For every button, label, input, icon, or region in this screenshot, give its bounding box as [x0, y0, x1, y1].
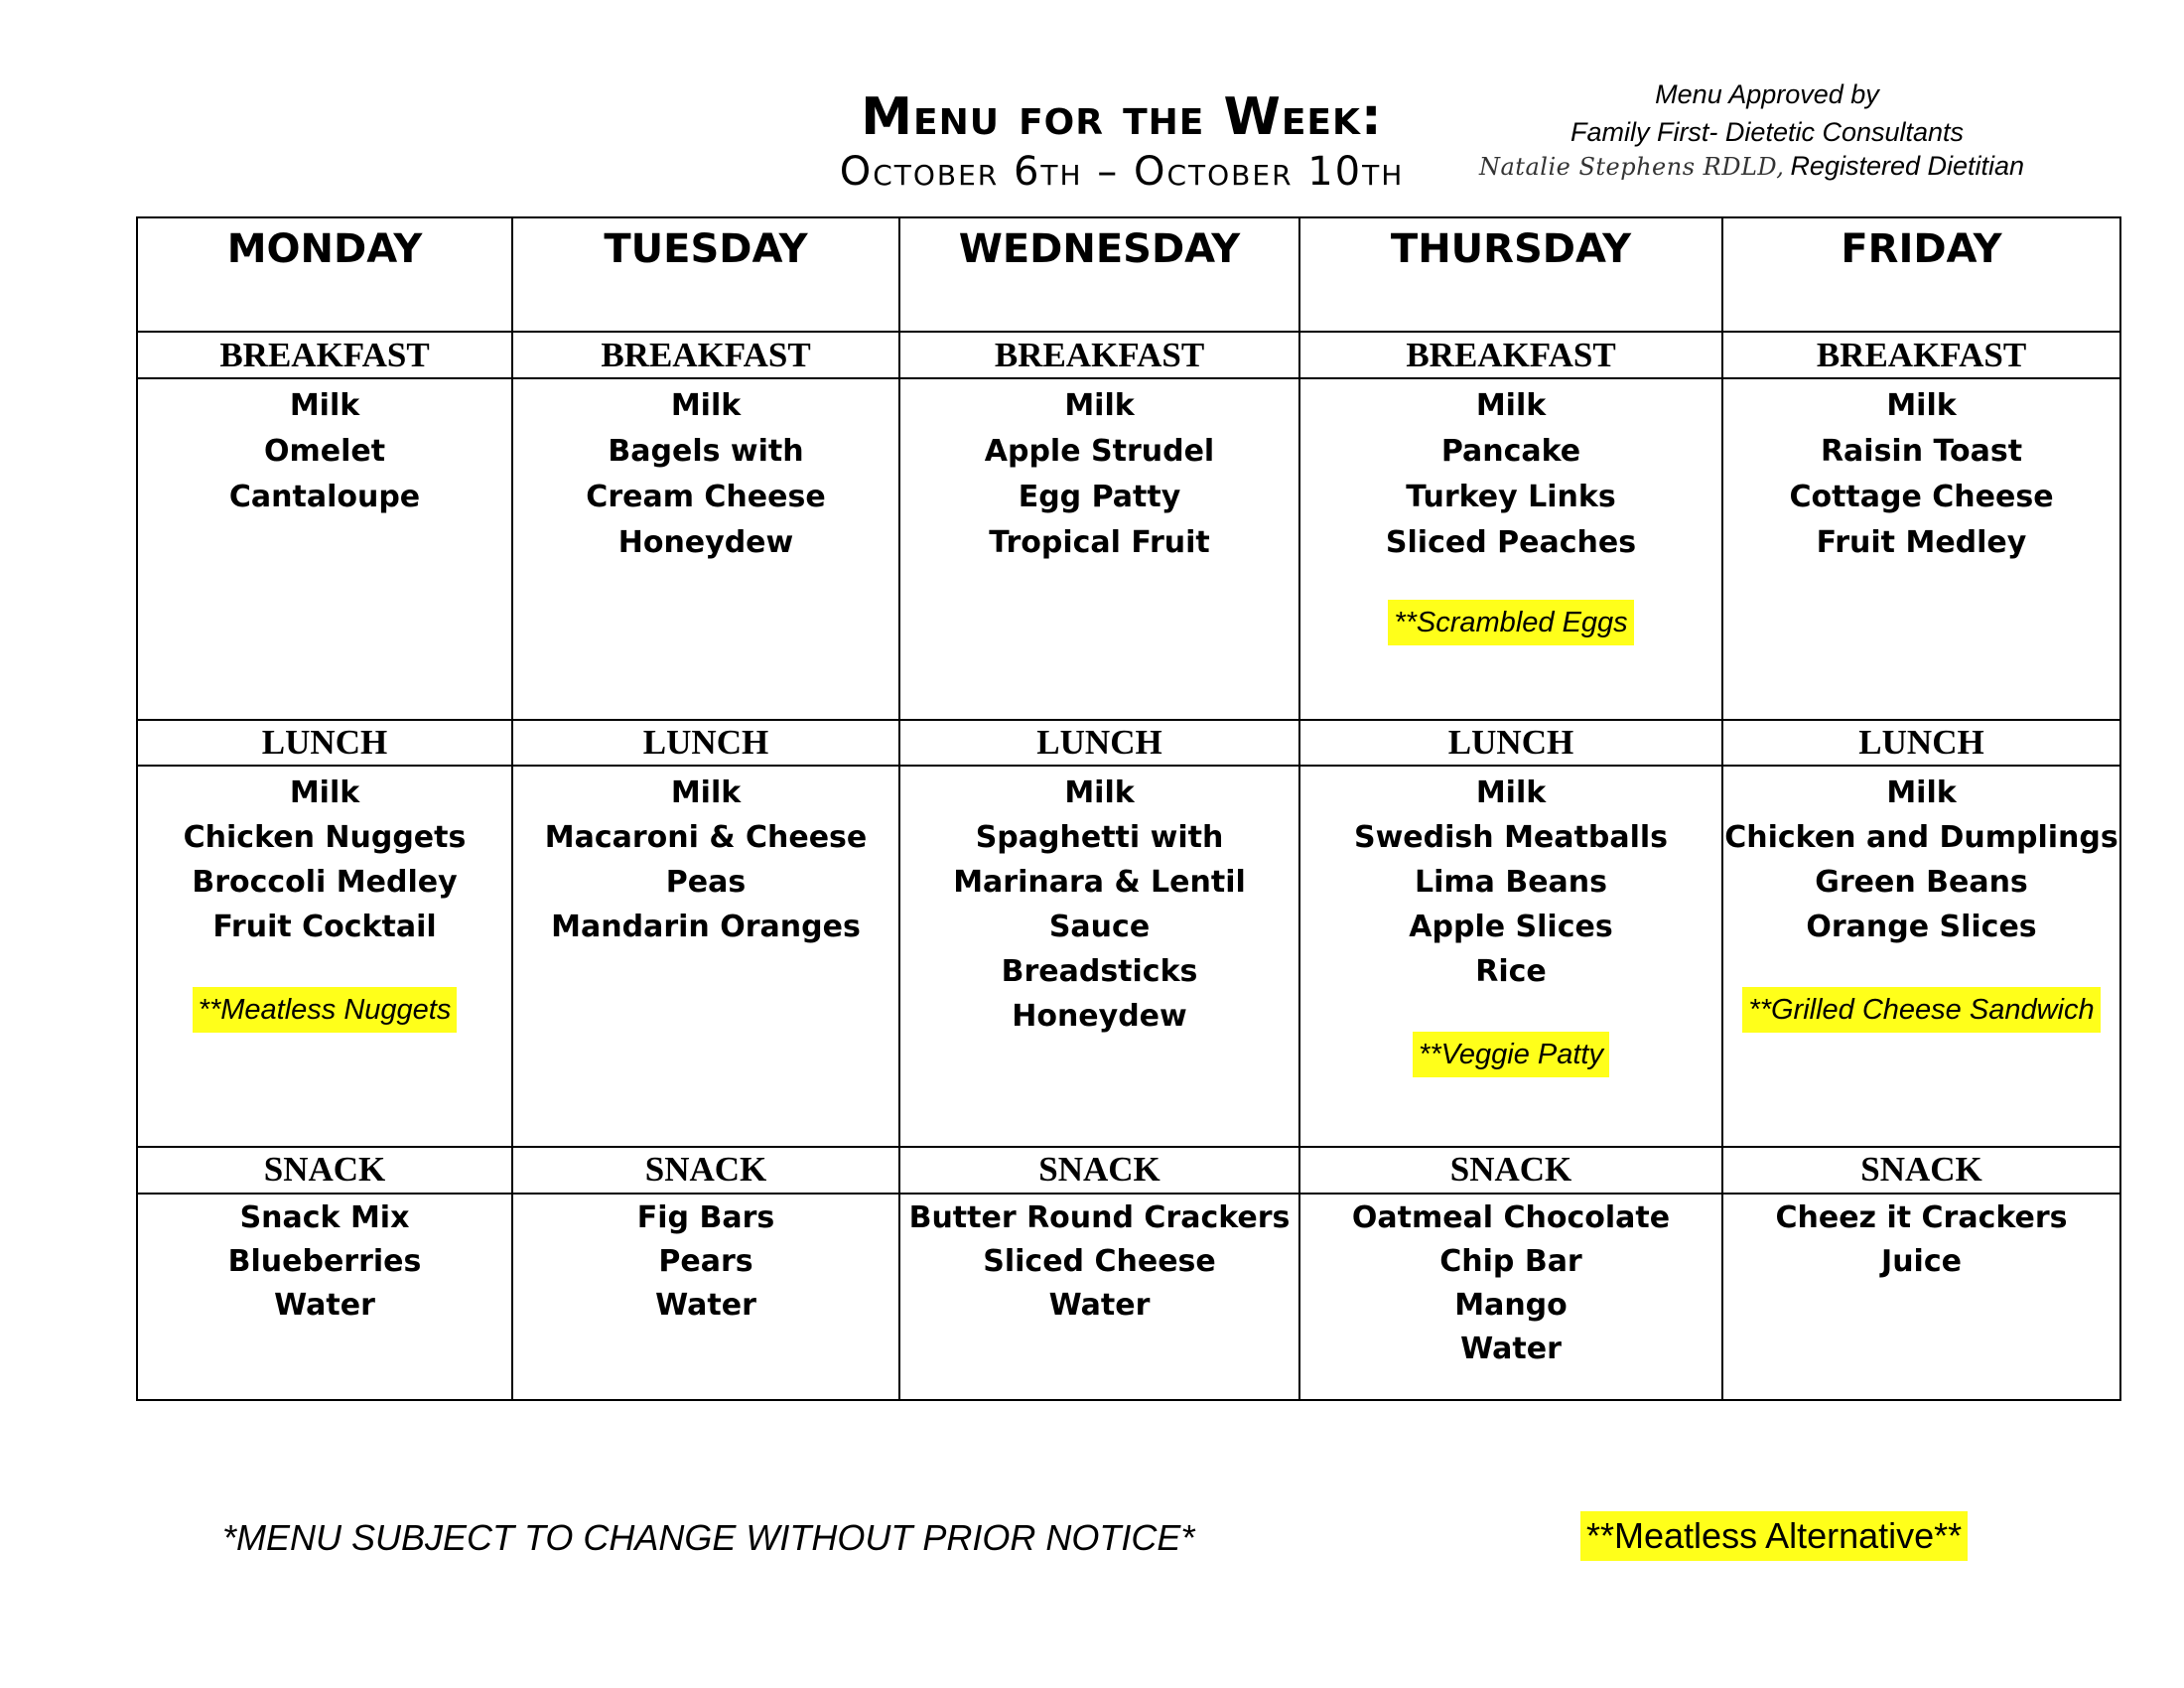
menu-item: Tropical Fruit [989, 524, 1210, 560]
snack-cell [1722, 1194, 2120, 1400]
snack-cell [899, 1194, 1299, 1400]
menu-item: Honeydew [1012, 999, 1187, 1034]
menu-item: Pears [658, 1243, 753, 1279]
menu-item: Pancake [1440, 433, 1581, 469]
snack-row [137, 1194, 2120, 1400]
menu-item: Cottage Cheese [1789, 479, 2054, 514]
menu-item: Broccoli Medley [192, 865, 458, 900]
menu-item: Milk [1064, 775, 1135, 810]
meatless-alternative: **Grilled Cheese Sandwich [1742, 987, 2100, 1033]
snack-label-row [137, 1147, 2120, 1194]
breakfast-label-row [137, 332, 2120, 378]
meal-label: BREAKFAST [1722, 332, 2120, 378]
menu-item: Fig Bars [636, 1199, 775, 1235]
menu-item: Blueberries [227, 1243, 422, 1279]
menu-items [1300, 767, 1721, 994]
menu-item: Milk [1475, 775, 1547, 810]
menu-item: Mandarin Oranges [551, 910, 861, 944]
menu-items [1300, 379, 1721, 566]
menu-items [513, 1195, 898, 1328]
meal-label: BREAKFAST [137, 332, 512, 378]
menu-item: Juice [1881, 1243, 1962, 1279]
menu-item: Raisin Toast [1820, 433, 2023, 469]
menu-item: Oatmeal Chocolate [1351, 1199, 1671, 1235]
breakfast-cell [512, 378, 899, 720]
meal-label: BREAKFAST [899, 332, 1299, 378]
menu-item: Fruit Medley [1816, 524, 2027, 560]
menu-item: Chicken Nuggets [183, 820, 467, 855]
menu-item: Fruit Cocktail [212, 910, 437, 944]
meal-label: SNACK [899, 1147, 1299, 1194]
meal-label: SNACK [512, 1147, 899, 1194]
snack-cell [1299, 1194, 1722, 1400]
menu-items [513, 767, 898, 949]
menu-item: Chicken and Dumplings [1724, 820, 2118, 855]
breakfast-cell [899, 378, 1299, 720]
menu-item: Water [274, 1287, 375, 1323]
menu-item: Milk [289, 775, 360, 810]
menu-items [1723, 1195, 2119, 1284]
menu-item: Snack Mix [239, 1199, 410, 1235]
menu-item: Mango [1454, 1287, 1568, 1323]
menu-item: Turkey Links [1406, 479, 1616, 514]
menu-item: Breadsticks [1001, 954, 1198, 989]
menu-item: Butter Round Crackers [908, 1199, 1291, 1235]
meal-label: SNACK [137, 1147, 512, 1194]
menu-items [900, 379, 1298, 566]
lunch-cell [1299, 766, 1722, 1147]
snack-cell [512, 1194, 899, 1400]
menu-items [1300, 1195, 1721, 1371]
menu-item: Cheez it Crackers [1775, 1199, 2068, 1235]
menu-items [900, 767, 1298, 1039]
lunch-cell [1722, 766, 2120, 1147]
approval-block [1469, 75, 2065, 151]
meal-label: SNACK [1299, 1147, 1722, 1194]
snack-cell [137, 1194, 512, 1400]
menu-item: Macaroni & Cheese [544, 820, 868, 855]
day-header: FRIDAY [1722, 217, 2120, 332]
meatless-alternative: **Meatless Nuggets [193, 987, 458, 1033]
menu-item: Milk [1886, 387, 1957, 423]
menu-item: Apple Slices [1409, 910, 1613, 944]
menu-item: Water [1048, 1287, 1151, 1323]
meal-label: LUNCH [1722, 720, 2120, 767]
menu-items [138, 767, 511, 949]
menu-item: Spaghetti with [975, 820, 1224, 855]
lunch-cell [137, 766, 512, 1147]
breakfast-cell [1299, 378, 1722, 720]
breakfast-cell [1722, 378, 2120, 720]
menu-items [138, 1195, 511, 1328]
menu-item: Bagels with [608, 433, 804, 469]
menu-item: Lima Beans [1414, 865, 1608, 900]
menu-items [138, 379, 511, 520]
menu-item: Omelet [263, 433, 386, 469]
weekly-menu-table [136, 216, 2121, 1401]
menu-item: Sauce [1048, 910, 1151, 944]
menu-item: Rice [1475, 954, 1547, 989]
day-header-row [137, 217, 2120, 332]
meatless-legend: **Meatless Alternative** [1580, 1511, 1968, 1561]
page-title: Menu for the Week: [861, 87, 1383, 147]
dietitian-role: Registered Dietitian [1790, 151, 2025, 181]
dietitian-signature: Natalie Stephens RDLD, [1479, 153, 1785, 181]
menu-item: Milk [1886, 775, 1957, 810]
date-range: October 6th – October 10th [839, 149, 1405, 195]
menu-item: Chip Bar [1439, 1243, 1582, 1279]
menu-item: Swedish Meatballs [1353, 820, 1668, 855]
menu-item: Milk [1064, 387, 1135, 423]
meatless-alternative: **Veggie Patty [1413, 1032, 1609, 1077]
day-header: THURSDAY [1299, 217, 1722, 332]
change-notice: *MENU SUBJECT TO CHANGE WITHOUT PRIOR NOTICE* [222, 1517, 1195, 1558]
menu-item: Egg Patty [1018, 479, 1181, 514]
meal-label: BREAKFAST [1299, 332, 1722, 378]
menu-item: Milk [289, 387, 360, 423]
menu-items [1723, 379, 2119, 566]
menu-item: Honeydew [617, 524, 794, 560]
menu-item: Milk [670, 387, 742, 423]
meal-label: LUNCH [512, 720, 899, 767]
meal-label: LUNCH [137, 720, 512, 767]
meal-label: LUNCH [899, 720, 1299, 767]
menu-item: Marinara & Lentil [953, 865, 1246, 900]
menu-item: Cantaloupe [228, 479, 421, 514]
menu-item: Water [655, 1287, 756, 1323]
meal-label: LUNCH [1299, 720, 1722, 767]
menu-item: Peas [665, 865, 747, 900]
lunch-row [137, 766, 2120, 1147]
meal-label: BREAKFAST [512, 332, 899, 378]
day-header: WEDNESDAY [899, 217, 1299, 332]
lunch-cell [899, 766, 1299, 1147]
breakfast-row [137, 378, 2120, 720]
menu-item: Water [1460, 1331, 1562, 1366]
menu-items [513, 379, 898, 566]
breakfast-cell [137, 378, 512, 720]
dietitian-line [1479, 151, 2075, 182]
lunch-label-row [137, 720, 2120, 767]
menu-items [1723, 767, 2119, 949]
consultant-name: Family First- Dietetic Consultants [1570, 117, 1965, 147]
day-header: TUESDAY [512, 217, 899, 332]
menu-item: Green Beans [1815, 865, 2028, 900]
menu-item: Sliced Cheese [983, 1243, 1216, 1279]
meatless-alternative: **Scrambled Eggs [1388, 600, 1633, 645]
menu-item: Milk [1475, 387, 1547, 423]
menu-item: Apple Strudel [984, 433, 1215, 469]
menu-items [900, 1195, 1298, 1328]
menu-item: Milk [670, 775, 742, 810]
day-header: MONDAY [137, 217, 512, 332]
meal-label: SNACK [1722, 1147, 2120, 1194]
menu-item: Cream Cheese [586, 479, 826, 514]
lunch-cell [512, 766, 899, 1147]
approved-by-label: Menu Approved by [1655, 79, 1879, 109]
menu-item: Sliced Peaches [1385, 524, 1637, 560]
menu-item: Orange Slices [1806, 910, 2037, 944]
